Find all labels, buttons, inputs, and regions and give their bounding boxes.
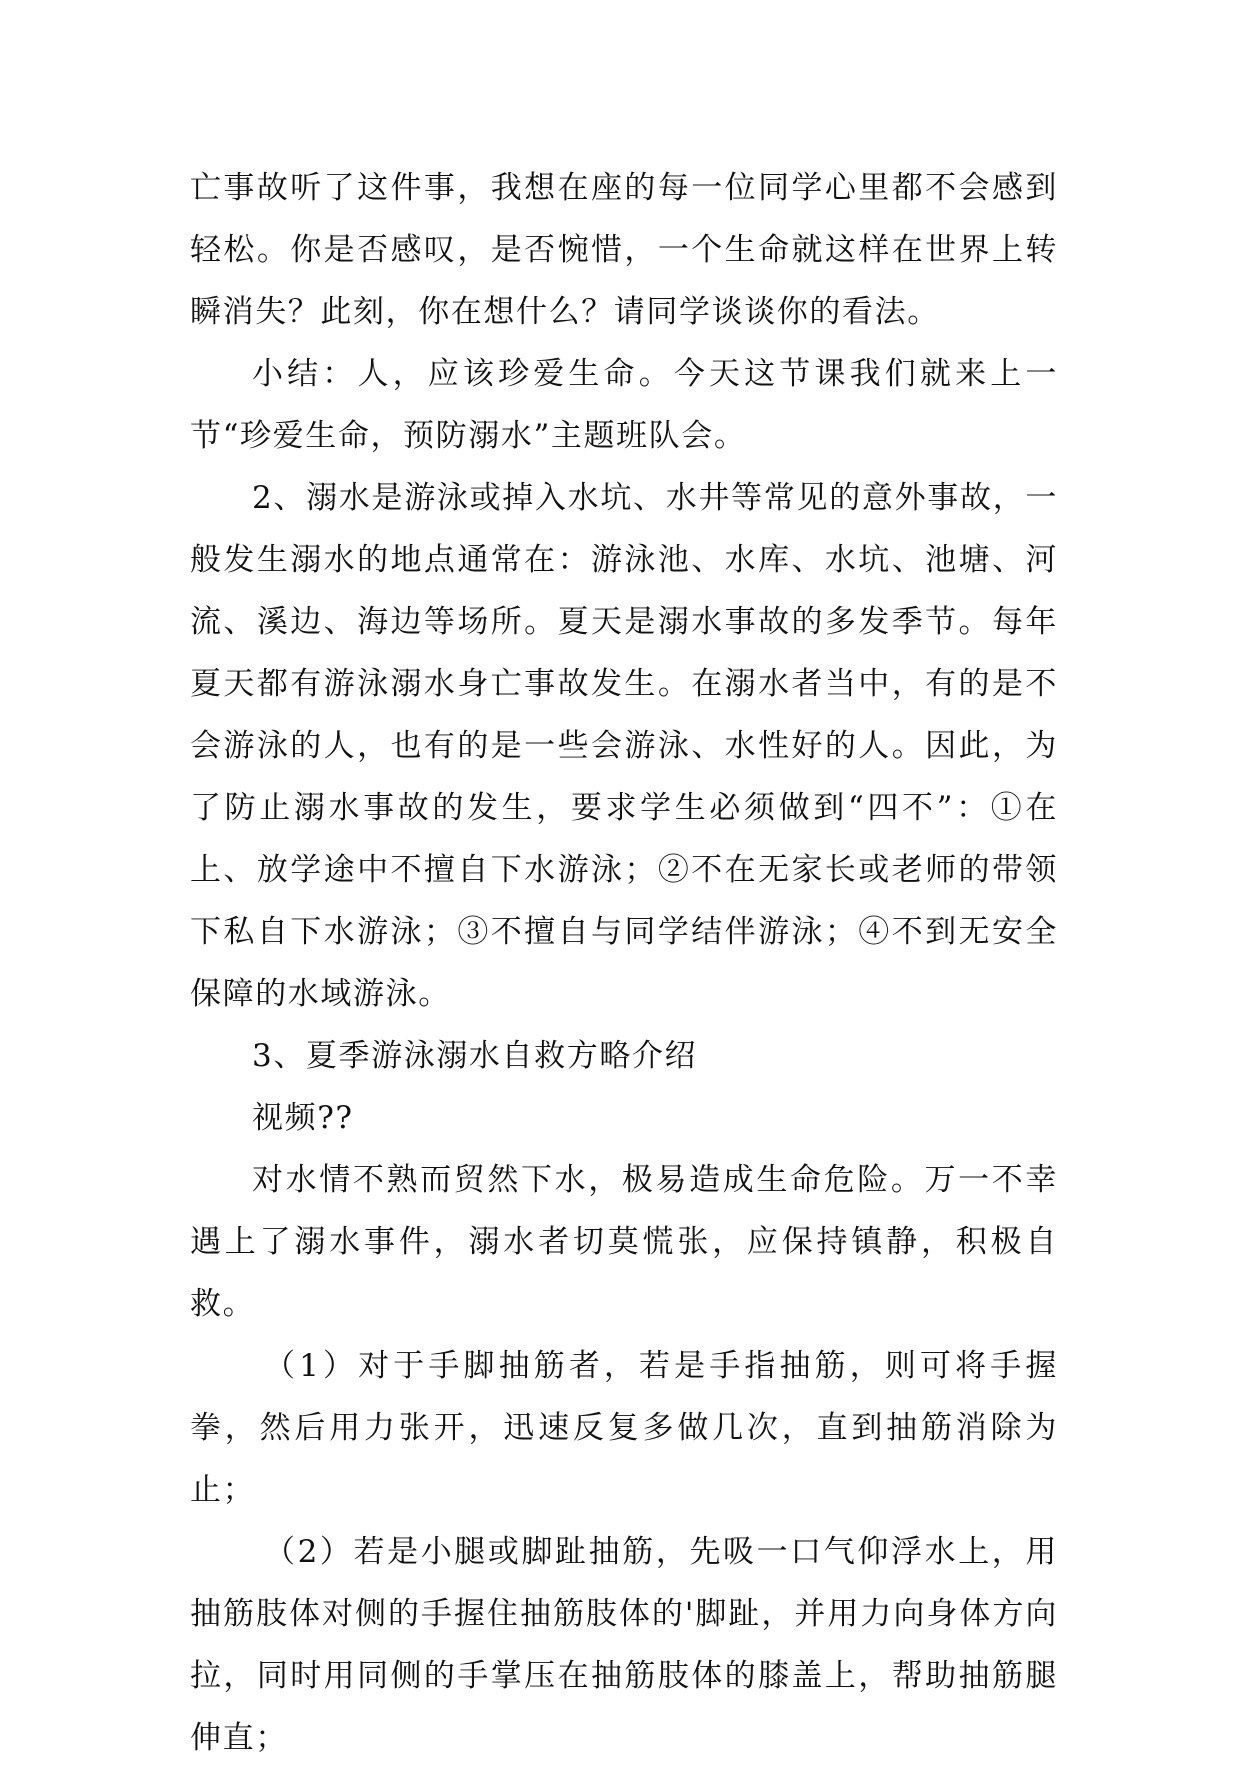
paragraph-item-2: （2）若是小腿或脚趾抽筋，先吸一口气仰浮水上，用抽筋肢体对侧的手握住抽筋肢体的'脚趾，并用力向身体方向拉，同时用同侧的手掌压在抽筋肢体的膝盖上，帮助抽筋腿伸直； <box>190 1534 1058 1756</box>
paragraph-video: 视频?? <box>252 1100 354 1136</box>
paragraph-continuation: 亡事故听了这件事，我想在座的每一位同学心里都不会感到轻松。你是否感叹，是否惋惜，一个生命就这样在世界上转瞬消失？此刻，你在想什么？请同学谈谈你的看法。 <box>190 170 1058 330</box>
paragraph-section-2: 2、溺水是游泳或掉入水坑、水井等常见的意外事故，一般发生溺水的地点通常在：游泳池、水库、水坑、池塘、河流、溪边、海边等场所。夏天是溺水事故的多发季节。每年夏天都有游泳溺水身亡事故发生。在溺水者当中，有的是不会游泳的人，也有的是一些会游泳、水性好的人。因此，为了防止溺水事故的发生，要求学生必须做到“四不”：①在上、放学途中不擅自下水游泳；②不在无家长或老师的带领下私自下水游泳；③不擅自与同学结伴游泳；④不到无安全保障的水域游泳。 <box>190 480 1058 1012</box>
paragraph-item-1: （1）对于手脚抽筋者，若是手指抽筋，则可将手握拳，然后用力张开，迅速反复多做几次，直到抽筋消除为止； <box>190 1348 1058 1508</box>
paragraph-self-rescue-intro: 对水情不熟而贸然下水，极易造成生命危险。万一不幸遇上了溺水事件，溺水者切莫慌张，应保持镇静，积极自救。 <box>190 1162 1058 1322</box>
paragraph-section-3-heading: 3、夏季游泳溺水自救方略介绍 <box>252 1038 698 1074</box>
paragraph-summary: 小结：人，应该珍爱生命。今天这节课我们就来上一节“珍爱生命，预防溺水”主题班队会。 <box>190 356 1058 454</box>
document-body <box>190 157 1058 1769</box>
